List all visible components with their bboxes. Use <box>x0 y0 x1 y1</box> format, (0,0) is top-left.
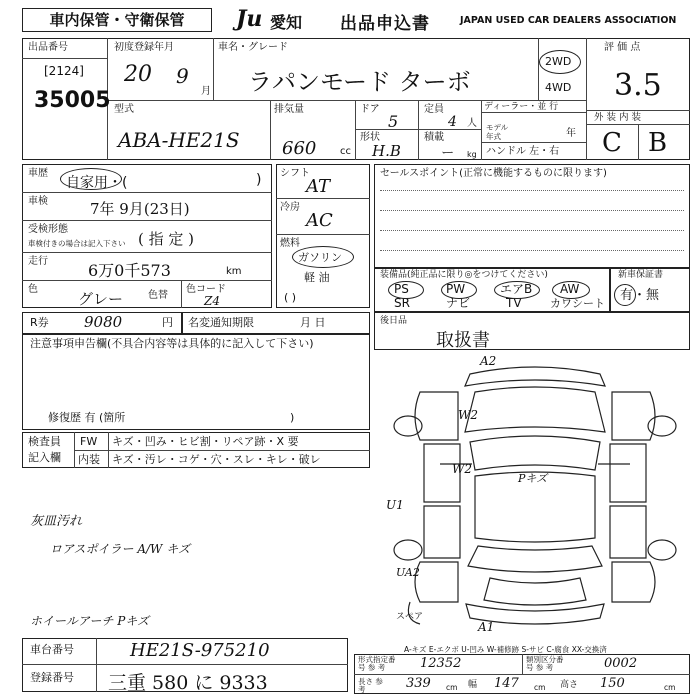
door-label: ドア <box>360 104 380 115</box>
fw-label: FW <box>80 435 98 448</box>
left-rear-door <box>424 506 460 558</box>
r-value: 9080 <box>84 313 123 331</box>
inspect-date: 7年 9月(23日) <box>90 200 190 218</box>
shape-label: 形状 <box>360 132 380 143</box>
capacity: 4 <box>448 114 457 130</box>
mileage: 6万0千573 <box>88 261 171 280</box>
height-label: 高さ <box>560 680 579 690</box>
fw-items: キズ・凹み・ヒビ割・リペア跡・X 要 <box>112 435 299 448</box>
rear-window <box>468 546 602 572</box>
equip-aw: AW <box>560 282 580 296</box>
inspect-label: 車検 <box>28 196 48 207</box>
class-no: 0002 <box>604 656 638 671</box>
right-front-fender <box>612 392 655 440</box>
interior-label: 内装 <box>78 453 100 466</box>
equip-seat: カワシート <box>550 297 605 310</box>
inspector-label2: 記入欄 <box>28 451 61 464</box>
sales-label: セールスポイント(正常に機能するものに限ります) <box>380 168 607 179</box>
width-cm: cm <box>534 683 546 692</box>
equip-ps: PS <box>394 282 409 296</box>
right-rear-fender <box>612 562 655 602</box>
mileage-label: 走行 <box>28 256 48 267</box>
class-label: 類別区分番号 参 考 <box>526 655 564 672</box>
mark-a1: A1 <box>478 620 495 634</box>
wheel-front-left <box>394 416 422 436</box>
mark-w2-mid: W2 <box>452 462 472 476</box>
color: グレー <box>78 290 124 308</box>
r-label: R券 <box>30 316 49 329</box>
lot-label: 出品番号 <box>28 42 68 53</box>
doors: 5 <box>388 112 399 131</box>
handle-label: ハンドル 左・右 <box>486 146 560 157</box>
drive-2wd: 2WD <box>545 55 572 68</box>
exterior-grade: C <box>602 128 622 158</box>
cc-unit: cc <box>340 146 351 157</box>
length-cm: cm <box>446 683 458 692</box>
cap-label: 定員 <box>424 104 444 115</box>
fuel-diesel: 軽 油 <box>304 271 330 284</box>
shape: H.B <box>372 142 401 160</box>
model-label: 型式 <box>114 104 134 115</box>
color-code-label: 色コード <box>186 284 226 295</box>
disp-label: 排気量 <box>274 104 304 115</box>
windshield <box>470 436 600 470</box>
warranty: 有・無 <box>620 288 660 303</box>
equip-airbag: エアB <box>500 282 533 296</box>
lot-number: 35005 <box>34 88 111 113</box>
logo-mark: Ju <box>236 6 263 32</box>
displacement: 660 <box>282 138 317 159</box>
equip-navi: ナビ <box>446 296 471 310</box>
notes-label: 注意事項申告欄(不具合内容等は具体的に記入して下さい) <box>30 337 314 350</box>
right-front-door <box>610 444 646 502</box>
color-change-label: 色替 <box>148 290 168 301</box>
chassis-label: 車台番号 <box>30 643 74 656</box>
hood <box>465 387 605 432</box>
ac: AC <box>306 210 333 231</box>
reg-month: 9 <box>176 64 189 88</box>
storage-title: 車内保管・守衛保管 <box>22 8 212 32</box>
association-name: JAPAN USED CAR DEALERS ASSOCIATION <box>460 15 677 26</box>
fuel-gas-circle <box>292 246 354 268</box>
color-code: Z4 <box>204 294 220 308</box>
right-rear-door <box>610 506 646 558</box>
later-value: 取扱書 <box>436 330 490 351</box>
usage-label: 車歴 <box>28 168 48 179</box>
rear-gate <box>484 578 586 605</box>
width-label: 幅 <box>468 680 478 690</box>
warranty-label: 新車保証書 <box>618 270 664 280</box>
reg-label: 初度登録年月 <box>114 42 174 53</box>
inspect-type-sub: 車検付きの場合は記入下さい <box>28 239 126 248</box>
drive-4wd: 4WD <box>545 81 572 94</box>
inspector-note-3: ホイールアーチ Pキズ <box>30 614 150 628</box>
car-name: ラパンモード ターボ <box>248 68 471 96</box>
month-unit: 月 <box>201 86 211 97</box>
later-label: 後日品 <box>380 316 408 326</box>
mark-ua2: UA2 <box>396 566 420 579</box>
equip-pw: PW <box>446 282 466 296</box>
km-unit: km <box>226 266 242 277</box>
damage-legend: A-キズ E-エクボ U-凹み W-補修跡 S-サビ C-腐食 XX-交換済 <box>404 645 607 654</box>
ac-label: 冷房 <box>280 202 300 213</box>
fuel-label: 燃料 <box>280 238 300 249</box>
shift-label: シフト <box>280 168 310 179</box>
drive-2wd-circle <box>539 50 581 74</box>
repair-close: ) <box>290 411 295 424</box>
logo-text: 愛知 <box>270 13 303 32</box>
inspect-type-label: 受検形態 <box>28 224 68 235</box>
type-no: 12352 <box>420 656 462 671</box>
yen-unit: 円 <box>162 316 173 329</box>
usage-paren: ) <box>256 172 262 188</box>
ext-int-label: 外 装 内 装 <box>594 112 642 123</box>
dealer-label: ディーラー・並 行 <box>484 102 559 112</box>
left-front-fender <box>415 392 458 440</box>
kg-unit: kg <box>467 150 477 159</box>
reg-year: 20 <box>124 62 152 87</box>
inspector-note-1: 灰皿汚れ <box>30 514 83 529</box>
plate-number: 三重 580 に 9333 <box>108 672 268 694</box>
model-year-label: モデル 年式 <box>486 123 509 141</box>
car-damage-diagram <box>380 352 690 642</box>
transfer-label: 名変通知期限 <box>188 316 254 329</box>
inspector-label: 検査員 <box>28 435 61 448</box>
fuel-paren: ( ) <box>284 291 297 304</box>
equip-label: 装備品(純正品に限り◎をつけてください) <box>380 270 548 280</box>
height: 150 <box>600 676 625 691</box>
equip-tv: TV <box>506 296 522 310</box>
wheel-rear-right <box>648 540 676 560</box>
length-label: 長さ 参考 <box>358 677 383 694</box>
score-label: 評 価 点 <box>604 42 641 53</box>
wheel-front-right <box>648 416 676 436</box>
interior-items: キズ・汚レ・コゲ・穴・スレ・キレ・破レ <box>112 453 321 466</box>
width: 147 <box>494 676 519 691</box>
repair-history: 修復歴 有 (箇所 <box>48 411 126 424</box>
later-items-block <box>374 312 690 350</box>
name-label: 車名・グレード <box>218 42 288 53</box>
model-code: ABA-HE21S <box>118 128 240 152</box>
transfer-date: 月 日 <box>300 316 326 329</box>
year-unit: 年 <box>566 128 576 139</box>
type-no-label: 形式指定番号 参 考 <box>358 655 396 672</box>
lot-sub: [2124] <box>44 64 84 78</box>
mark-p: Pキズ <box>518 472 548 485</box>
score: 3.5 <box>614 68 662 103</box>
inspector-note-2: ロアスポイラー A/W キズ <box>50 542 190 556</box>
inspect-type: ( 指 定 ) <box>138 230 195 248</box>
mark-a2: A2 <box>480 354 497 368</box>
chassis-number: HE21S-975210 <box>130 640 270 661</box>
load: ー <box>440 146 454 161</box>
interior-grade: B <box>648 128 668 158</box>
spare-label: スペア <box>396 612 424 622</box>
fuel-gas: ガソリン <box>298 251 342 264</box>
usage: 自家用・( <box>66 175 128 191</box>
shift: AT <box>306 176 331 197</box>
logo <box>236 7 262 31</box>
wheel-rear-left <box>394 540 422 560</box>
person-unit: 人 <box>467 118 477 129</box>
equip-sr: SR <box>394 296 410 310</box>
length: 339 <box>406 676 431 691</box>
color-label: 色 <box>28 284 38 295</box>
left-rear-fender <box>415 562 458 602</box>
load-label: 積載 <box>424 132 444 143</box>
front-bumper <box>465 367 605 386</box>
sales-points-block <box>374 164 690 268</box>
height-cm: cm <box>664 683 676 692</box>
form-title: 出品申込書 <box>340 14 430 34</box>
mark-u1: U1 <box>386 498 404 512</box>
mark-w2-top: W2 <box>458 408 478 422</box>
usage-circle <box>60 168 122 190</box>
plate-label: 登録番号 <box>30 671 74 684</box>
